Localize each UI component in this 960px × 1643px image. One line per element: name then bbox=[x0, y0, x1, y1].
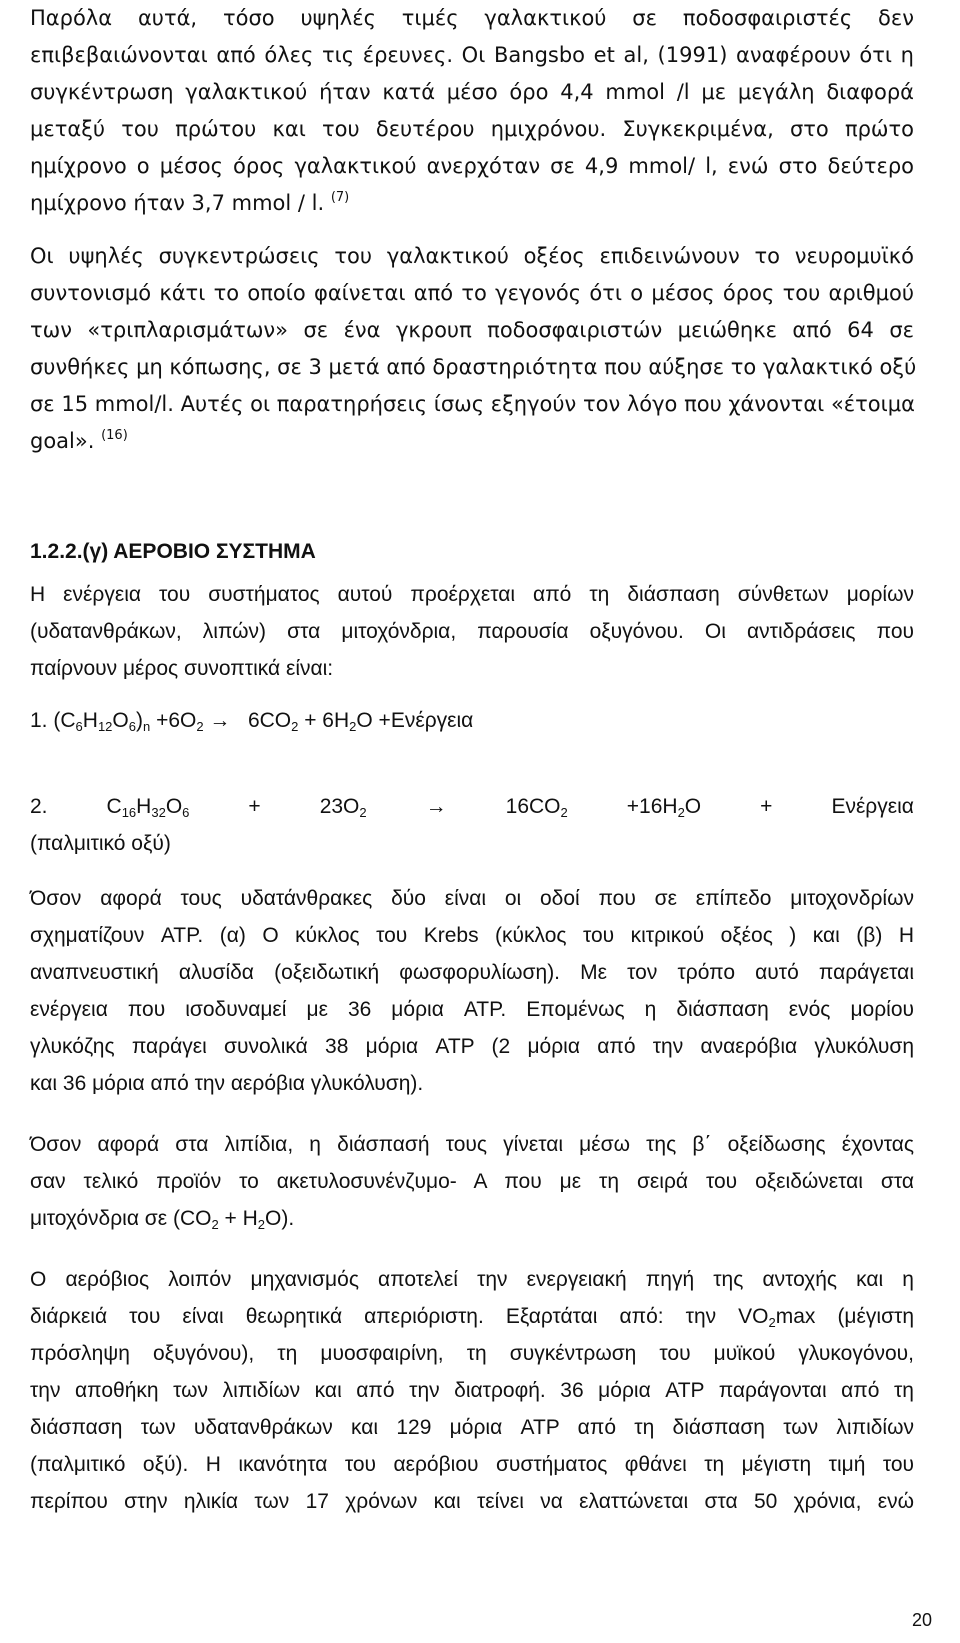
text-line: επιβεβαιώνονται από όλες τις έρευνες. Οι Bangsbo et al, (1991) αναφέρουν ότι η bbox=[30, 43, 914, 67]
text-fragment: + H bbox=[218, 1207, 258, 1230]
eq-text: H bbox=[136, 795, 152, 818]
eq-number: 1. bbox=[30, 709, 48, 732]
eq-subscript: 12 bbox=[97, 719, 113, 734]
text-line: Οι υψηλές συγκεντρώσεις του γαλακτικού οξέος επιδεινώνουν το νευρομυϊκό bbox=[30, 244, 914, 268]
page-number: 20 bbox=[911, 1610, 932, 1630]
text-line: ενέργεια που ισοδυναμεί με 36 μόρια ATP. Επομένως η διάσπαση ενός μορίου bbox=[30, 998, 914, 1021]
equation-line bbox=[30, 788, 914, 825]
eq-text: C bbox=[106, 795, 122, 818]
text-line-last: παίρνουν μέρος συνοπτικά είναι: bbox=[30, 657, 334, 680]
citation-ref: (7) bbox=[330, 190, 350, 205]
text-line: σχηματίζουν ATP. (α) Ο κύκλος του Krebs (κύκλος του κιτρικού οξέος ) και (β) Η bbox=[30, 924, 914, 947]
eq-energy: Ενέργεια bbox=[831, 795, 914, 818]
eq-subscript: 2 bbox=[349, 719, 357, 734]
eq-plus: + bbox=[248, 795, 261, 818]
paragraph-lactate-levels bbox=[30, 0, 914, 222]
eq-subscript: 2 bbox=[560, 805, 568, 820]
text-line bbox=[30, 1298, 914, 1335]
eq-group bbox=[506, 788, 568, 825]
eq-subscript: 6 bbox=[128, 719, 136, 734]
text-line: (παλμιτικό οξύ). Η ικανότητα του αερόβιου συστήματος φθάνει τη μέγιστη τιμή του bbox=[30, 1453, 914, 1476]
eq-text: (C bbox=[53, 709, 76, 732]
paragraph-carbohydrates bbox=[30, 880, 914, 1102]
eq-group bbox=[627, 788, 701, 825]
eq-text: +6O bbox=[156, 709, 197, 732]
equation-palmitic bbox=[30, 788, 914, 862]
text-line: γλυκόζης παράγει συνολικά 38 μόρια ATP (2 μόρια από την αναερόβια γλυκόλυση bbox=[30, 1035, 914, 1058]
eq-text: H bbox=[82, 709, 98, 732]
text-line: Η ενέργεια του συστήματος αυτού προέρχεται από τη διάσπαση σύνθετων μορίων bbox=[30, 583, 914, 606]
text-line: αναπνευστική αλυσίδα (οξειδωτική φωσφορυλίωση). Με τον τρόπο αυτό παράγεται bbox=[30, 961, 914, 984]
text-line: πρόσληψη οξυγόνου), τη μυοσφαιρίνη, τη συγκέντρωση του μυϊκού γλυκογόνου, bbox=[30, 1342, 914, 1365]
text-fragment: μιτοχόνδρια σε (CO bbox=[30, 1207, 212, 1230]
text-line: Όσον αφορά τους υδατάνθρακες δύο είναι οι οδοί που σε επίπεδο μιτοχονδρίων bbox=[30, 887, 914, 910]
eq-subscript: 2 bbox=[768, 1315, 776, 1330]
eq-text: + 6H bbox=[304, 709, 350, 732]
text-line-last bbox=[30, 185, 914, 222]
paragraph-aerobic-intro bbox=[30, 576, 914, 687]
arrow-icon: → bbox=[209, 709, 231, 732]
paragraph-neuromuscular bbox=[30, 238, 917, 460]
paragraph-aerobic-capacity bbox=[30, 1261, 914, 1520]
eq-text: O bbox=[112, 709, 129, 732]
text-fragment: goal». bbox=[30, 429, 95, 453]
text-line: Ο αερόβιος λοιπόν μηχανισμός αποτελεί την ενεργειακή πηγή της αντοχής και η bbox=[30, 1268, 914, 1291]
eq-number: 2. bbox=[30, 795, 48, 818]
text-fragment: ημίχρονο ήταν 3,7 mmol / l. bbox=[30, 191, 325, 215]
eq-text: +16H bbox=[626, 795, 678, 818]
eq-subscript: 6 bbox=[182, 805, 190, 820]
eq-group bbox=[30, 788, 48, 825]
section-heading: 1.2.2.(γ) ΑΕΡΟΒΙΟ ΣΥΣΤΗΜΑ bbox=[30, 540, 316, 563]
text-fragment: max (μέγιστη bbox=[775, 1305, 914, 1328]
text-line: σε 15 mmol/l. Αυτές οι παρατηρήσεις ίσως εξηγούν τον λόγο που χάνονται «έτοιμα bbox=[30, 392, 915, 416]
eq-plus: + bbox=[760, 795, 773, 818]
eq-subscript: n bbox=[142, 719, 151, 734]
text-line: Παρόλα αυτά, τόσο υψηλές τιμές γαλακτικού σε ποδοσφαιριστές δεν bbox=[30, 6, 914, 30]
text-fragment: O). bbox=[265, 1207, 295, 1230]
text-line-last bbox=[30, 1200, 914, 1237]
eq-subscript: 32 bbox=[151, 805, 166, 820]
eq-subscript: 2 bbox=[677, 805, 685, 820]
text-line: μεταξύ του πρώτου και του δευτέρου ημιχρόνου. Συγκεκριμένα, στο πρώτο bbox=[30, 117, 914, 141]
text-line: συγκέντρωση γαλακτικού ήταν κατά μέσο όρο 4,4 mmol /l με μεγάλη διαφορά bbox=[30, 80, 914, 104]
equation-glucose bbox=[30, 702, 914, 739]
eq-subscript: 2 bbox=[211, 1217, 219, 1232]
eq-subscript: 2 bbox=[291, 719, 299, 734]
text-line: διάσπαση των υδατανθράκων και 129 μόρια ATP από τη διάσπαση των λιπιδίων bbox=[30, 1416, 914, 1439]
eq-text: O bbox=[165, 795, 183, 818]
text-line-last: και 36 μόρια από την αερόβια γλυκόλυση). bbox=[30, 1072, 424, 1095]
eq-subscript: 16 bbox=[121, 805, 137, 820]
eq-text: 23O bbox=[319, 795, 360, 818]
paragraph-lipids bbox=[30, 1126, 914, 1237]
text-line: Όσον αφορά στα λιπίδια, η διάσπασή τους γίνεται μέσω της β΄ οξείδωσης έχοντας bbox=[30, 1133, 914, 1156]
eq-text: O +Ενέργεια bbox=[356, 709, 474, 732]
citation-ref: (16) bbox=[101, 428, 128, 443]
text-line: των «τριπλαρισμάτων» σε ένα γκρουπ ποδοσφαιριστών μειώθηκε από 64 σε bbox=[30, 318, 914, 342]
eq-subscript: 2 bbox=[257, 1217, 266, 1232]
eq-group bbox=[107, 788, 190, 825]
eq-group bbox=[320, 788, 367, 825]
text-fragment: διάρκειά του είναι θεωρητικά απεριόριστη. Εξαρτάται από: την VO bbox=[30, 1305, 769, 1328]
text-line: την αποθήκη των λιπιδίων και από την διατροφή. 36 μόρια ATP παράγονται από τη bbox=[30, 1379, 914, 1402]
text-line: σαν τελικό προϊόν το ακετυλοσυνένζυμο- Α που με τη σειρά του οξειδώνεται στα bbox=[30, 1170, 914, 1193]
equation-caption: (παλμιτικό οξύ) bbox=[30, 832, 171, 855]
text-line: συντονισμό κάτι το οποίο φαίνεται από το γεγονός ότι ο μέσος όρος του αριθμού bbox=[30, 281, 914, 305]
eq-subscript: 2 bbox=[359, 805, 367, 820]
text-line: ημίχρονο ο μέσος όρος γαλακτικού ανερχόταν σε 4,9 mmol/ l, ενώ στο δεύτερο bbox=[30, 154, 914, 178]
text-line-last bbox=[30, 423, 914, 460]
arrow-icon: → bbox=[425, 795, 447, 818]
text-line: περίπου στην ηλικία των 17 χρόνων και τείνει να ελαττώνεται στα 50 χρόνια, ενώ bbox=[30, 1490, 914, 1513]
eq-subscript: 2 bbox=[196, 719, 204, 734]
text-line: (υδατανθράκων, λιπών) στα μιτοχόνδρια, παρουσία οξυγόνου. Οι αντιδράσεις που bbox=[30, 620, 914, 643]
eq-text: 16CO bbox=[505, 795, 561, 818]
text-line: συνθήκες μη κόπωσης, σε 3 μετά από δραστηριότητα που αύξησε το γαλακτικό οξύ bbox=[30, 355, 917, 379]
eq-text: 6CO bbox=[247, 709, 292, 732]
eq-subscript: 6 bbox=[75, 719, 83, 734]
eq-text: ) bbox=[135, 709, 143, 732]
eq-text: O bbox=[684, 795, 702, 818]
